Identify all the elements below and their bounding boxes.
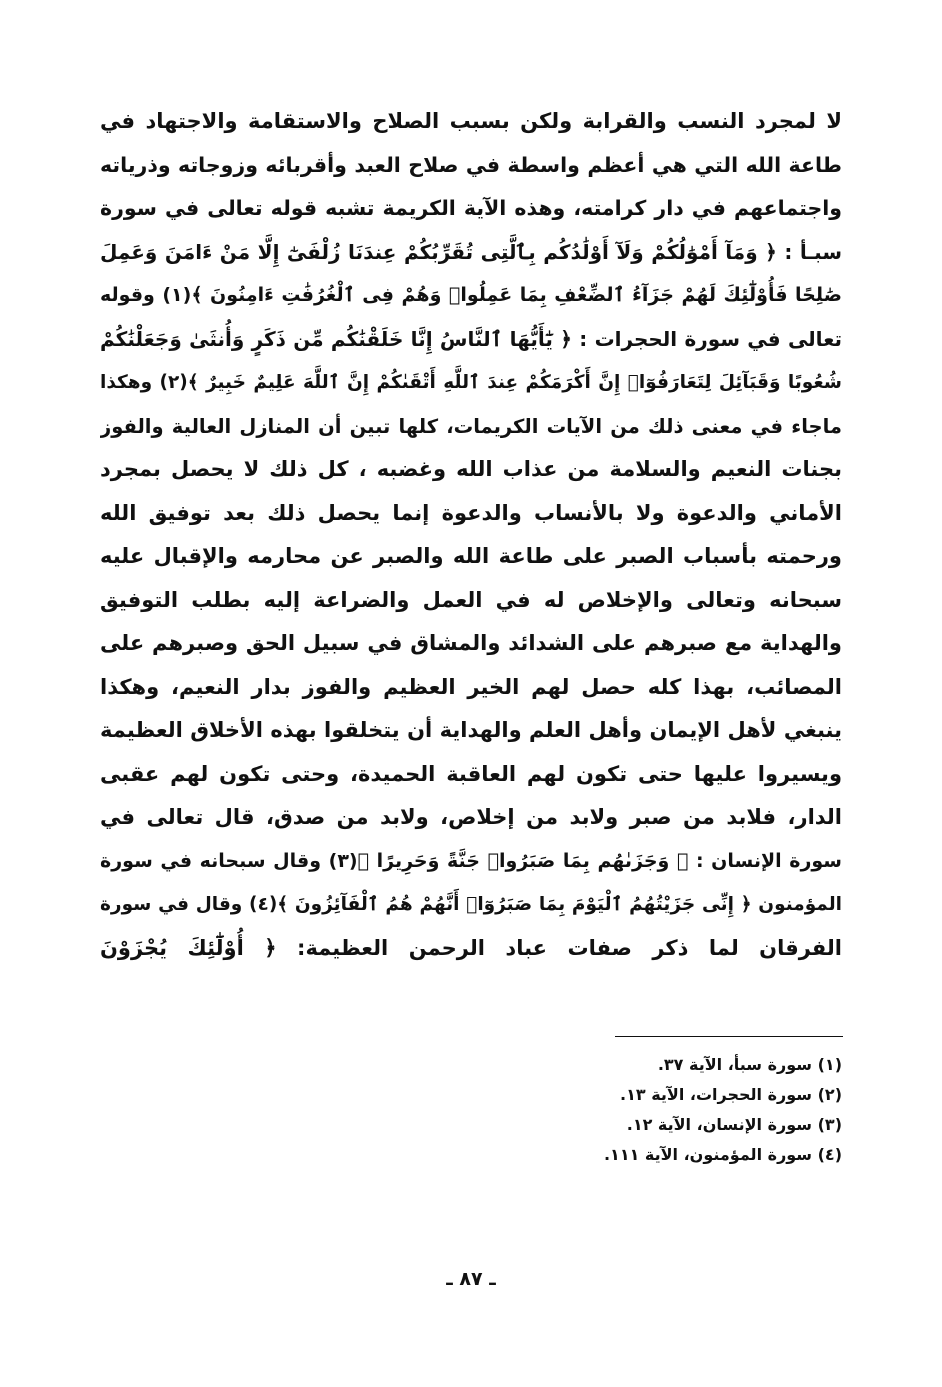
- text-line: شُعُوبًا وَقَبَآئِلَ لِتَعَارَفُوٓا۟ إِنَّ أَكْرَمَكُمْ عِندَ ٱللَّهِ أَتْقَىٰكُمْ إِنَّ ٱللَّهَ عَلِيمٌ خَبِيرٌ ﴾(٢) وهكذا: [100, 372, 842, 393]
- text-line: بجنات النعيم والسلامة من عذاب الله وغضبه ، كل ذلك لا يحصل بمجرد: [100, 457, 842, 481]
- text-line: تعالى في سورة الحجرات : ﴿ يَٰٓأَيُّهَا ٱلنَّاسُ إِنَّا خَلَقْنَٰكُم مِّن ذَكَرٍ وَأُنثَىٰ وَجَعَلْنَٰكُمْ: [100, 326, 842, 351]
- text-line: سورة الإنسان : ﴿ وَجَزَىٰهُم بِمَا صَبَرُوا۟ جَنَّةً وَحَرِيرًا ﴾(٣) وقال سبحانه في سورة: [100, 849, 842, 872]
- text-line: ورحمته بأسباب الصبر على طاعة الله والصبر عن محارمه والإقبال عليه: [100, 544, 842, 568]
- text-line: المؤمنون ﴿ إِنِّى جَزَيْتُهُمُ ٱلْيَوْمَ بِمَا صَبَرُوٓا۟ أَنَّهُمْ هُمُ ٱلْفَآئِزُونَ ﴾(٤) وقال في سورة: [100, 894, 842, 915]
- text-line: المصائب، بهذا كله حصل لهم الخير العظيم والفوز بدار النعيم، وهكذا: [100, 674, 842, 699]
- text-line: الأماني والدعوة ولا بالأنساب والدعوة إنما يحصل ذلك بعد توفيق الله: [100, 500, 842, 525]
- text-line: صَٰلِحًا فَأُوْلَٰٓئِكَ لَهُمْ جَزَآءُ ٱلضِّعْفِ بِمَا عَمِلُوا۟ وَهُمْ فِى ٱلْغُرُفَٰتِ ءَامِنُونَ ﴾(١) وقوله: [100, 284, 842, 306]
- text-line: لا لمجرد النسب والقرابة ولكن بسبب الصلاح والاستقامة والاجتهاد في: [100, 109, 842, 133]
- text-line: الفرقان لما ذكر صفات عباد الرحمن العظيمة: ﴿ أُوْلَٰٓئِكَ يُجْزَوْنَ: [100, 935, 842, 960]
- text-line: ينبغي لأهل الإيمان وأهل العلم والهداية أن يتخلقوا بهذه الأخلاق العظيمة: [100, 718, 842, 742]
- footnote-item: (٤) سورة المؤمنون، الآية ١١١.: [603, 1145, 842, 1164]
- footnote-item: (٣) سورة الإنسان، الآية ١٢.: [626, 1115, 842, 1134]
- text-line: الدار، فلابد من صبر ولابد من إخلاص، ولابد من صدق، قال تعالى في: [100, 805, 842, 829]
- page-number: ـ ٨٧ ـ: [446, 1268, 496, 1290]
- footnotes-block: [542, 1050, 842, 1170]
- text-line: ماجاء في معنى ذلك من الآيات الكريمات، كلها تبين أن المنازل العالية والفوز: [100, 414, 842, 438]
- footnote-divider: [615, 1036, 843, 1037]
- text-line: ويسيروا عليها حتى تكون لهم العاقبة الحميدة، وحتى تكون لهم عقبى: [100, 761, 842, 786]
- text-line: واجتماعهم في دار كرامته، وهذه الآية الكريمة تشبه قوله تعالى في سورة: [100, 196, 842, 220]
- text-line: سبـأ : ﴿ وَمَآ أَمْوَٰلُكُمْ وَلَآ أَوْلَٰدُكُم بِٱلَّتِى تُقَرِّبُكُمْ عِندَنَا زُلْفَىٰٓ إِلَّا مَنْ ءَامَنَ وَعَمِلَ: [100, 239, 842, 264]
- text-line: والهداية مع صبرهم على الشدائد والمشاق في سبيل الحق وصبرهم على: [100, 631, 842, 655]
- text-line: طاعة الله التي هي أعظم واسطة في صلاح العبد وأقربائه وزوجاته وذرياته: [100, 152, 842, 177]
- footnote-item: (٢) سورة الحجرات، الآية ١٣.: [620, 1085, 842, 1104]
- text-line: سبحانه وتعالى والإخلاص له في العمل والضراعة إليه بطلب التوفيق: [100, 587, 842, 612]
- footnote-item: (١) سورة سبأ، الآية ٣٧.: [657, 1055, 842, 1074]
- main-text-block: [100, 100, 842, 970]
